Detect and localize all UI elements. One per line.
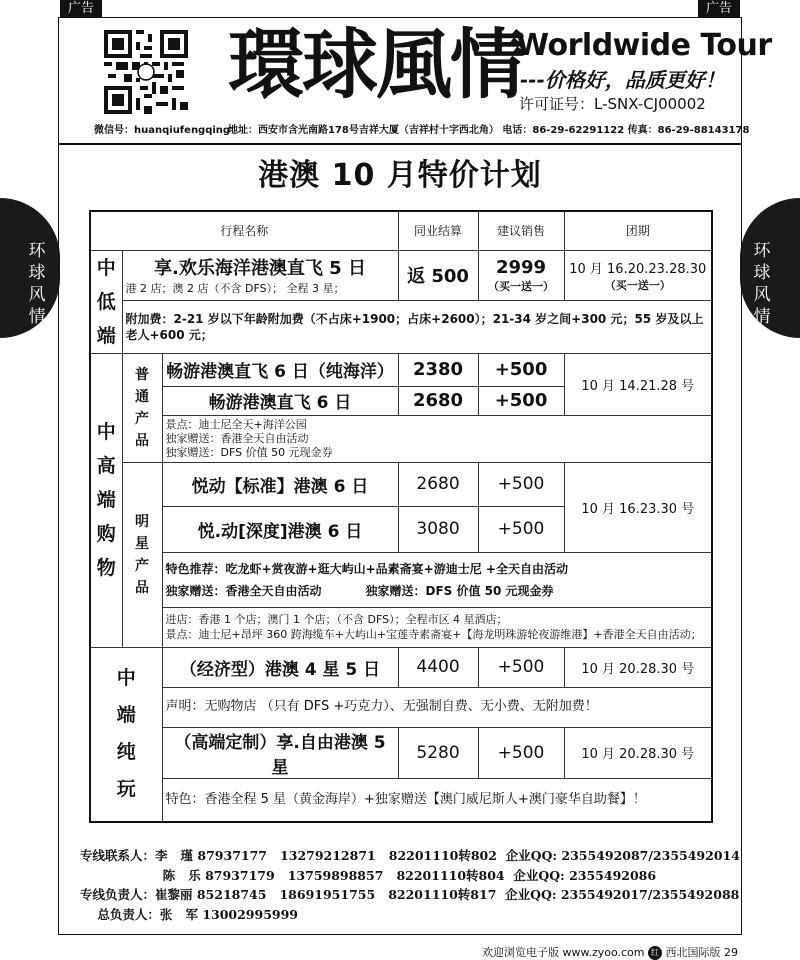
- price-table: [89, 210, 713, 823]
- publisher-logo-icon: 红: [648, 946, 662, 960]
- qr-code-icon: [102, 30, 190, 114]
- departure-dates: 10 月 16.23.30 号: [564, 462, 712, 552]
- side-tab-text-left: 环 球 风 情: [28, 241, 46, 327]
- route-name: （经济型）港澳 4 星 5 日: [162, 647, 398, 687]
- trade-settle: 2680: [398, 462, 478, 506]
- suggested-price: +500: [478, 462, 564, 506]
- table-row: [90, 552, 712, 607]
- suggested-price: +500: [478, 727, 564, 778]
- table-row: [90, 301, 712, 353]
- contact-address: 地址：西安市含光南路178号吉祥大厦（吉祥村十字西北角） 电话：86-29-62291122 传真：86-29-88143178: [228, 125, 750, 136]
- route-notes: 景点：迪士尼全天+海洋公园 独家赠送：香港全天自由活动 独家赠送：DFS 价值 50 元现金券: [162, 415, 712, 462]
- shops-and-spots: 进店：香港 1 个店；澳门 1 个店；（不含 DFS）；全程市区 4 星酒店； 景点：迪士尼+昂坪 360 跨海缆车+大屿山+宝莲寺素斋宴+【海龙明珠游轮夜游维港】+香港全天自由活动；: [162, 607, 712, 647]
- table-row: [90, 607, 712, 647]
- contact-list: [80, 846, 740, 924]
- brand-logo: 環球風情: [228, 20, 524, 109]
- route-name: （高端定制）享.自由港澳 5 星: [162, 727, 398, 778]
- suggested-price: +500: [478, 386, 564, 415]
- wechat-id: 微信号：huanqiufengqing: [94, 125, 231, 136]
- suggested-price: 2999 （买一送一）: [478, 250, 564, 301]
- license-number: 许可证号：L-SNX-CJ00002: [519, 95, 706, 113]
- header-trade-settle: 同业结算: [398, 211, 478, 250]
- trade-settle: 5280: [398, 727, 478, 778]
- slogan: ---价格好，品质更好！: [520, 68, 725, 92]
- departure-dates: 10 月 20.28.30 号: [564, 727, 712, 778]
- ad-label-right: 广告: [698, 0, 740, 17]
- surcharge-note: 附加费：2-21 岁以下年龄附加费（不占床+1900；占床+2600）；21-34 岁之间+300 元；55 岁及以上老人+600 元；: [122, 301, 712, 353]
- table-row: [90, 727, 712, 778]
- suggested-price: +500: [478, 353, 564, 386]
- header-departure-dates: 团期: [564, 211, 712, 250]
- table-header-row: [90, 211, 712, 250]
- subcategory-star: 明 星 产 品: [122, 462, 162, 647]
- page-number: 29: [724, 946, 738, 959]
- contact-line: 总负责人：张 军 13002995999: [80, 906, 298, 922]
- trade-settle: 4400: [398, 647, 478, 687]
- table-row: [90, 250, 712, 301]
- route-name: 悦.动[深度]港澳 6 日: [162, 506, 398, 552]
- departure-dates: 10 月 20.28.30 号: [564, 647, 712, 687]
- table-row: [90, 415, 712, 462]
- subcategory-regular: 普 通 产 品: [122, 353, 162, 462]
- contact-line: 专线负责人：崔黎丽 85218745 18691951755 82201110转817 企业QQ: 2355492017/2355492088: [80, 887, 740, 902]
- header-route-name: 行程名称: [90, 211, 398, 250]
- trade-settle: 2380: [398, 353, 478, 386]
- page-footer: [482, 944, 738, 960]
- route-name: 悦动【标准】港澳 6 日: [162, 462, 398, 506]
- trade-settle: 返 500: [398, 250, 478, 301]
- departure-dates: 10 月 14.21.28 号: [564, 353, 712, 415]
- table-row: [90, 778, 712, 822]
- contact-line: 陈 乐 87937179 13759898857 82201110转804 企业QQ: 2355492086: [80, 867, 657, 883]
- statement-note: 声明：无购物店 （只有 DFS +巧克力）、无强制自费、无小费、无附加费！: [162, 687, 712, 727]
- route-name: 畅游港澳直飞 6 日: [162, 386, 398, 415]
- page-title: 港澳 10 月特价计划: [258, 158, 542, 193]
- category-mid-high: 中 高 端 购 物: [90, 353, 122, 647]
- suggested-price: +500: [478, 647, 564, 687]
- trade-settle: 3080: [398, 506, 478, 552]
- suggested-price: +500: [478, 506, 564, 552]
- trade-settle: 2680: [398, 386, 478, 415]
- table-row: [90, 462, 712, 506]
- category-mid-pure: 中 端 纯 玩: [90, 647, 162, 822]
- table-row: [90, 647, 712, 687]
- footer-text: 欢迎浏览电子版 www.zyoo.com: [481, 946, 645, 959]
- side-tab-text-right: 环 球 风 情: [753, 241, 771, 327]
- route-name: 享.欢乐海洋港澳直飞 5 日 港 2 店；澳 2 店（不含 DFS）； 全程 3 星；: [122, 250, 398, 301]
- route-name: 畅游港澳直飞 6 日（纯海洋）: [162, 353, 398, 386]
- ad-label-left: 广告: [60, 0, 102, 17]
- table-row: [90, 353, 712, 386]
- contact-line: 专线联系人：李 瑾 87937177 13279212871 82201110转802 企业QQ: 2355492087/2355492014: [80, 848, 740, 863]
- edition-label: 西北国际版: [665, 946, 721, 959]
- feature-recommendation: 特色推荐：吃龙虾+赏夜游+逛大屿山+品素斋宴+游迪士尼 +全天自由活动 独家赠送：香港全天自由活动 独家赠送：DFS 价值 50 元现金券: [162, 552, 712, 607]
- category-mid-low: 中 低 端: [90, 250, 122, 353]
- header-suggested-price: 建议销售: [478, 211, 564, 250]
- departure-dates: 10 月 16.20.23.28.30 （买一送一）: [564, 250, 712, 301]
- table-row: [90, 687, 712, 727]
- english-brand-name: Worldwide Tour: [516, 28, 772, 63]
- feature-note: 特色：香港全程 5 星（黄金海岸）+独家赠送【澳门威尼斯人+澳门豪华自助餐】！: [162, 778, 712, 822]
